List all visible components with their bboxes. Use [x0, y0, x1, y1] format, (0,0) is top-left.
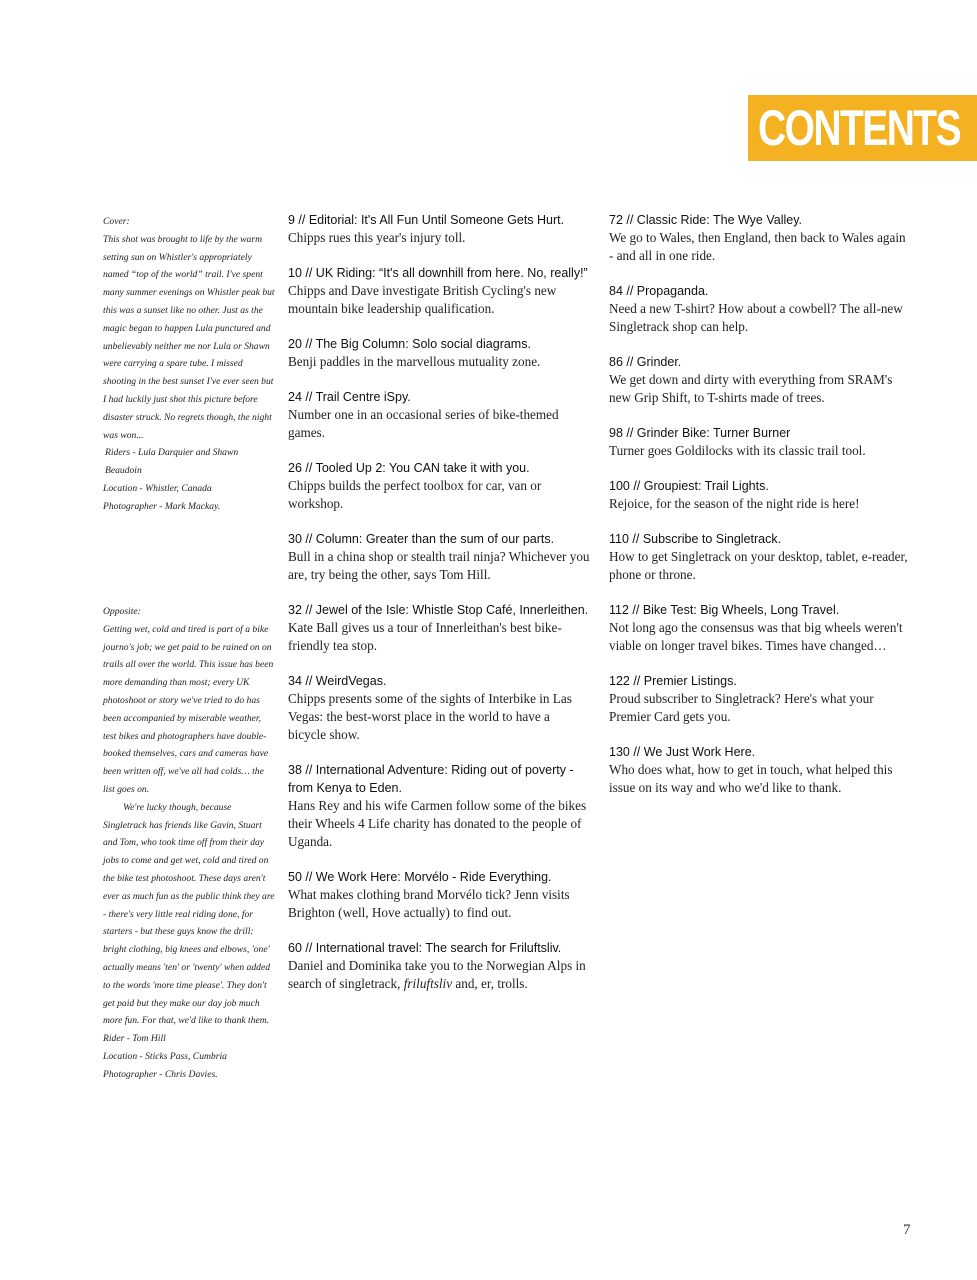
contents-entry: [288, 459, 590, 513]
entry-description: Number one in an occasional series of bike-themed games.: [288, 407, 559, 440]
entry-heading: 32 // Jewel of the Isle: Whistle Stop Café, Innerleithen.: [288, 603, 589, 617]
entry-heading: 84 // Propaganda.: [609, 284, 709, 298]
contents-column-middle: [288, 211, 590, 1010]
entry-heading: 9 // Editorial: It's All Fun Until Someone Gets Hurt.: [288, 213, 565, 227]
entry-description-text: and, er, trolls.: [452, 976, 528, 991]
entry-heading: 34 // WeirdVegas.: [288, 674, 387, 688]
contents-entry: [288, 211, 590, 247]
page-number: 7: [903, 1222, 911, 1238]
contents-entry: [288, 335, 590, 371]
entry-heading: 20 // The Big Column: Solo social diagrams.: [288, 337, 531, 351]
entry-description-emphasis: friluftsliv: [403, 976, 453, 991]
entry-description: Turner goes Goldilocks with its classic trail tool.: [609, 443, 866, 458]
entry-description: How to get Singletrack on your desktop, tablet, e-reader, phone or throne.: [609, 549, 908, 582]
opposite-caption-rider: Rider - Tom Hill: [103, 1033, 166, 1045]
entry-description: Rejoice, for the season of the night ride is here!: [609, 496, 860, 511]
contents-entry: [288, 530, 590, 584]
entry-description: [288, 957, 590, 993]
entry-heading: 122 // Premier Listings.: [609, 674, 737, 688]
contents-entry: [288, 939, 590, 993]
entry-heading: 110 // Subscribe to Singletrack.: [609, 532, 782, 546]
entry-heading: 26 // Tooled Up 2: You CAN take it with you.: [288, 461, 530, 475]
entry-description: Need a new T-shirt? How about a cowbell? The all-new Singletrack shop can help.: [609, 301, 903, 334]
entry-description: Chipps and Dave investigate British Cycling's new mountain bike leadership qualification.: [288, 283, 557, 316]
contents-column-right: [609, 211, 911, 814]
entry-description: Who does what, how to get in touch, what helped this issue on its way and who we'd like to thank.: [609, 762, 893, 795]
entry-description: Hans Rey and his wife Carmen follow some of the bikes their Wheels 4 Life charity has donated to the people of Uganda.: [288, 798, 587, 849]
entry-heading: 60 // International travel: The search for Friluftsliv.: [288, 941, 562, 955]
opposite-caption-photographer: Photographer - Chris Davies.: [103, 1068, 218, 1080]
contents-entry: [288, 672, 590, 744]
entry-heading: 50 // We Work Here: Morvélo - Ride Everything.: [288, 870, 552, 884]
entry-description: Benji paddles in the marvellous mutuality zone.: [288, 354, 541, 369]
contents-entry: [609, 353, 911, 407]
contents-entry: [288, 388, 590, 442]
contents-entry: [288, 264, 590, 318]
entry-heading: 72 // Classic Ride: The Wye Valley.: [609, 213, 803, 227]
contents-banner: [748, 95, 977, 161]
entry-heading: 10 // UK Riding: “It's all downhill from here. No, really!”: [288, 266, 588, 280]
entry-heading: 24 // Trail Centre iSpy.: [288, 390, 411, 404]
contents-entry: [609, 601, 911, 655]
contents-entry: [609, 743, 911, 797]
contents-entry: [609, 477, 911, 513]
opposite-caption-text-2: We're lucky though, because Singletrack has friends like Gavin, Stuart and Tom, who took time off from their day jobs to come and get wet, cold and tired on the bike test photoshoot. These days aren't ever as much fun as the public think they are - there's very little real riding done, for starters - but these guys know the drill: bright clothing, big knees and elbows, 'one' actually means 'ten' or 'twenty' when added to the words 'more time please'. They don't get paid but they make our day job much more fun. For that, we'd like to thank them.: [103, 801, 275, 1027]
entry-description: Chipps builds the perfect toolbox for car, van or workshop.: [288, 478, 542, 511]
opposite-caption: [103, 603, 275, 1084]
contents-entry: [288, 761, 590, 851]
entry-description: Chipps rues this year's injury toll.: [288, 230, 466, 245]
entry-description: Bull in a china shop or stealth trail ninja? Whichever you are, try being the other, says Tom Hill.: [288, 549, 590, 582]
entry-description: We go to Wales, then England, then back to Wales again - and all in one ride.: [609, 230, 906, 263]
opposite-caption-label: Opposite:: [103, 606, 141, 617]
entry-heading: 38 // International Adventure: Riding out of poverty - from Kenya to Eden.: [288, 763, 574, 795]
page-title: CONTENTS: [758, 100, 961, 156]
entry-description: What makes clothing brand Morvélo tick? Jenn visits Brighton (well, Hove actually) to find out.: [288, 887, 570, 920]
cover-caption-location: Location - Whistler, Canada: [103, 482, 212, 494]
cover-caption-text: This shot was brought to life by the warm setting sun on Whistler's appropriately named “top of the world” trail. I've spent many summer evenings on Whistler peak but this was a sunset like no other. Just as the magic began to happen Lula punctured and unbelievably neither me nor Lula or Shawn were carrying a spare tube. I missed shooting in the best sunset I've ever seen but I had luckily just shot this picture before disaster struck. No regrets though, the night was won...: [103, 233, 275, 441]
contents-entry: [609, 211, 911, 265]
contents-entry: [609, 672, 911, 726]
cover-caption-riders: Riders - Lula Darquier and Shawn Beaudoin: [105, 447, 239, 477]
entry-description: Not long ago the consensus was that big wheels weren't viable on longer travel bikes. Times have changed…: [609, 620, 903, 653]
entry-heading: 98 // Grinder Bike: Turner Burner: [609, 426, 791, 440]
entry-heading: 30 // Column: Greater than the sum of our parts.: [288, 532, 555, 546]
entry-heading: 112 // Bike Test: Big Wheels, Long Travel.: [609, 603, 840, 617]
entry-heading: 100 // Groupiest: Trail Lights.: [609, 479, 769, 493]
entry-description: Chipps presents some of the sights of Interbike in Las Vegas: the best-worst place in the world to have a bicycle show.: [288, 691, 572, 742]
entry-description: We get down and dirty with everything from SRAM's new Grip Shift, to T-shirts made of trees.: [609, 372, 893, 405]
opposite-caption-text-1: Getting wet, cold and tired is part of a bike journo's job; we get paid to be rained on on trails all over the world. This issue has been more demanding than most; every UK photoshoot or story we've tried to do has been accompanied by miserable weather, test bikes and photographers have double-booked themselves, cars and cameras have been written off, we've all had colds… the list goes on.: [103, 623, 274, 795]
entry-heading: 130 // We Just Work Here.: [609, 745, 756, 759]
opposite-caption-location: Location - Sticks Pass, Cumbria: [103, 1050, 227, 1062]
cover-caption-photographer: Photographer - Mark Mackay.: [103, 500, 221, 512]
entry-description: Proud subscriber to Singletrack? Here's what your Premier Card gets you.: [609, 691, 874, 724]
entry-description-text: Daniel and Dominika take you to the Norwegian Alps in search of singletrack,: [288, 958, 586, 991]
contents-entry: [288, 868, 590, 922]
cover-caption-label: Cover:: [103, 216, 130, 227]
entry-description: Kate Ball gives us a tour of Innerleithan's best bike-friendly tea stop.: [288, 620, 562, 653]
entry-heading: 86 // Grinder.: [609, 355, 682, 369]
contents-entry: [609, 282, 911, 336]
contents-entry: [609, 530, 911, 584]
contents-entry: [288, 601, 590, 655]
cover-caption: [103, 213, 275, 516]
contents-entry: [609, 424, 911, 460]
